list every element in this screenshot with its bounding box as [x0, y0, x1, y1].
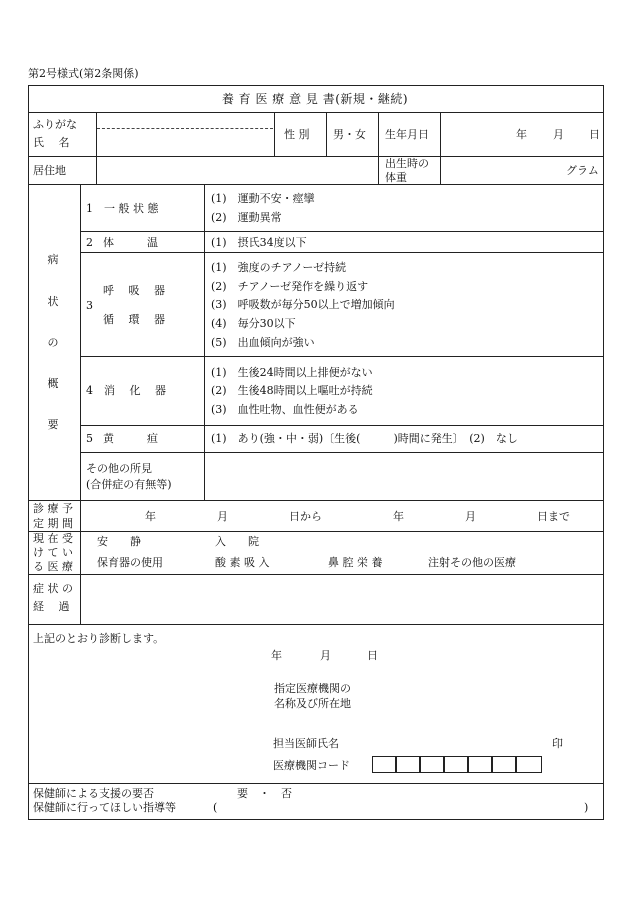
progress-label-1: 症 状 の	[33, 582, 73, 595]
birth-weight-label-1: 出生時の	[385, 157, 429, 170]
temperature-label: 体 温	[103, 236, 158, 249]
symptom-resp-divider	[80, 356, 604, 357]
respiratory-item-3: (3) 呼吸数が毎分50以上で増加傾向	[211, 298, 395, 311]
treatment-hospitalized[interactable]: 入 院	[215, 535, 259, 548]
doctor-name-label: 担当医師氏名	[273, 737, 339, 750]
birth-weight-label-2: 体重	[385, 171, 407, 184]
code-box-4[interactable]	[444, 756, 468, 773]
code-box-7[interactable]	[516, 756, 542, 773]
gram-unit: グラム	[566, 164, 599, 177]
respiratory-item-2: (2) チアノーゼ発作を繰り返す	[211, 280, 369, 293]
code-box-5[interactable]	[468, 756, 492, 773]
dob-year: 年	[516, 128, 527, 141]
schedule-year-2: 年	[393, 510, 404, 523]
respiratory-num: 3	[86, 299, 93, 312]
treatment-label-1: 現 在 受	[33, 532, 73, 545]
treatment-label-2: け て い	[33, 546, 73, 559]
form-title: 養 育 医 療 意 見 書(新規・継続)	[221, 92, 409, 106]
name-label-divider	[96, 112, 97, 184]
jaundice-label: 黄 疸	[103, 432, 158, 445]
diagnosis-statement: 上記のとおり診断します。	[33, 632, 165, 645]
support-need-label: 保健師による支援の要否	[33, 787, 154, 800]
schedule-month-1: 月	[217, 510, 228, 523]
diagnosis-year: 年	[271, 649, 282, 662]
residence-label: 居住地	[33, 164, 66, 177]
treatment-injection[interactable]: 注射その他の医療	[428, 556, 516, 569]
general-state-item-2: (2) 運動異常	[211, 211, 282, 224]
symptom-temp-divider	[80, 252, 604, 253]
guidance-paren-open: (	[213, 801, 218, 814]
other-findings-label-1: その他の所見	[86, 462, 152, 475]
digestive-item-1: (1) 生後24時間以上排便がない	[211, 366, 373, 379]
code-box-6[interactable]	[492, 756, 516, 773]
symptom-general-divider	[80, 231, 604, 232]
institution-code-label: 医療機関コード	[273, 759, 350, 772]
symptoms-side-char-5: 要	[47, 418, 59, 431]
circulatory-label: 循 環 器	[103, 313, 165, 326]
respiratory-label: 呼 吸 器	[103, 284, 165, 297]
schedule-year-1: 年	[145, 510, 156, 523]
treatment-rest[interactable]: 安 静	[97, 535, 141, 548]
jaundice-item: (1) あり(強・中・弱)〔生後( )時間に発生〕 (2) なし	[211, 432, 518, 445]
respiratory-item-5: (5) 出血傾向が強い	[211, 336, 315, 349]
dob-month: 月	[553, 128, 564, 141]
code-box-3[interactable]	[420, 756, 444, 773]
name-sex-divider	[274, 112, 275, 156]
dob-value-divider	[440, 112, 441, 184]
schedule-label-2: 定 期 間	[33, 517, 73, 530]
temperature-item: (1) 摂氏34度以下	[211, 236, 307, 249]
symptoms-side-char-2: 状	[47, 295, 59, 308]
symptoms-side-char-3: の	[47, 336, 59, 349]
symptoms-side-char-4: 概	[47, 377, 59, 390]
diagnosis-month: 月	[320, 649, 331, 662]
sex-dob-divider	[378, 112, 379, 184]
treatment-label-3: る 医 療	[33, 560, 73, 573]
symptoms-item-divider	[204, 184, 205, 500]
dob-label: 生年月日	[385, 128, 429, 141]
digestive-item-3: (3) 血性吐物、血性便がある	[211, 403, 359, 416]
code-box-1[interactable]	[372, 756, 396, 773]
institution-label-2: 名称及び所在地	[274, 697, 351, 710]
furigana-dashed-line	[97, 128, 273, 129]
sex-value-divider	[326, 112, 327, 156]
treatment-divider	[28, 574, 604, 575]
schedule-month-2: 月	[465, 510, 476, 523]
residence-row-divider	[28, 184, 604, 185]
digestive-item-2: (2) 生後48時間以上嘔吐が持続	[211, 384, 373, 397]
sex-options[interactable]: 男・女	[333, 128, 366, 141]
digestive-label: 4 消 化 器	[86, 384, 166, 397]
form-number: 第2号様式(第2条関係)	[28, 67, 139, 80]
schedule-until: 日まで	[537, 510, 570, 523]
name-label: 氏 名	[33, 136, 70, 149]
treatment-nasal[interactable]: 鼻 腔 栄 養	[328, 556, 383, 569]
sex-label: 性 別	[284, 128, 310, 141]
code-box-2[interactable]	[396, 756, 420, 773]
diagnosis-divider	[28, 783, 604, 784]
schedule-from: 日から	[289, 510, 322, 523]
progress-divider	[28, 624, 604, 625]
general-state-label: 1 一 般 状 態	[86, 202, 159, 215]
symptoms-side-divider	[80, 184, 81, 624]
institution-label-1: 指定医療機関の	[274, 682, 351, 695]
schedule-divider	[28, 531, 604, 532]
seal-mark: 印	[552, 737, 563, 750]
name-row-divider	[28, 156, 604, 157]
progress-label-2: 経 過	[33, 600, 70, 613]
guidance-paren-close: )	[584, 801, 589, 814]
symptom-digest-divider	[80, 425, 604, 426]
furigana-label: ふりがな	[33, 118, 77, 131]
temperature-num: 2	[86, 236, 93, 249]
symptom-jaundice-divider	[80, 452, 604, 453]
treatment-incubator[interactable]: 保育器の使用	[97, 556, 163, 569]
symptoms-bottom-divider	[28, 500, 604, 501]
schedule-label-1: 診 療 予	[33, 502, 73, 515]
treatment-oxygen[interactable]: 酸 素 吸 入	[215, 556, 270, 569]
dob-day: 日	[589, 128, 600, 141]
diagnosis-day: 日	[367, 649, 378, 662]
respiratory-item-1: (1) 強度のチアノーゼ持続	[211, 261, 347, 274]
jaundice-num: 5	[86, 432, 93, 445]
support-need-value[interactable]: 要 ・ 否	[237, 787, 292, 800]
guidance-label: 保健師に行ってほしい指導等	[33, 801, 176, 814]
symptoms-side-char-1: 病	[47, 253, 59, 266]
respiratory-item-4: (4) 毎分30以下	[211, 317, 296, 330]
other-findings-label-2: (合併症の有無等)	[86, 478, 172, 491]
general-state-item-1: (1) 運動不安・痙攣	[211, 192, 315, 205]
title-row-divider	[28, 112, 604, 113]
